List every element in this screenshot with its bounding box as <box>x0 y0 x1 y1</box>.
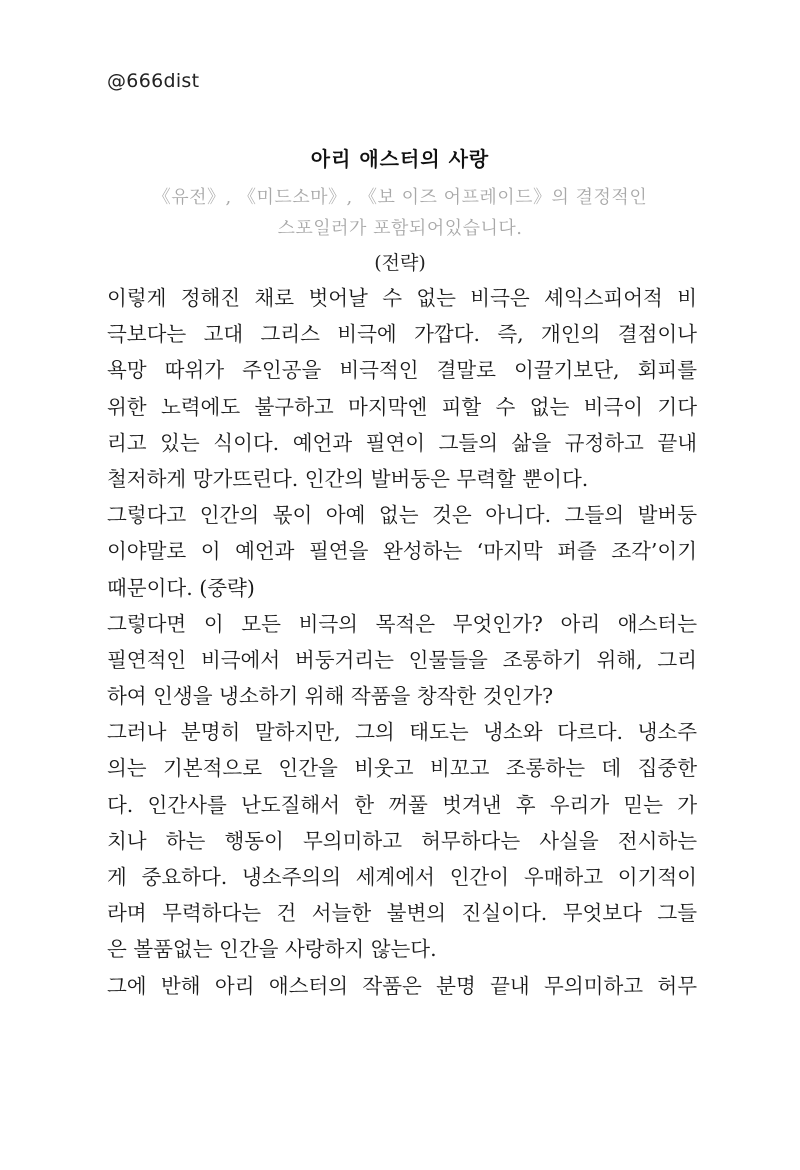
body-line: 그에 반해 아리 애스터의 작품은 분명 끝내 무의미하고 허무 <box>107 973 697 998</box>
author-handle: @666dist <box>107 70 200 92</box>
body-line: 때문이다. (중략) <box>107 575 255 600</box>
spoiler-notice-line-1: 《유전》, 《미드소마》, 《보 이즈 어프레이드》의 결정적인 <box>152 187 648 208</box>
body-line: 이렇게 정해진 채로 벗어날 수 없는 비극은 셰익스피어적 비 <box>107 286 697 310</box>
article-title: 아리 애스터의 사랑 <box>310 147 490 171</box>
body-line: 라며 무력하다는 건 서늘한 불변의 진실이다. 무엇보다 그들 <box>107 901 697 926</box>
body-line: 게 중요하다. 냉소주의의 세계에서 인간이 우매하고 이기적이 <box>107 865 697 889</box>
body-line: 리고 있는 식이다. 예언과 필연이 그들의 삶을 규정하고 끝내 <box>107 430 697 455</box>
spoiler-notice-line-2: 스포일러가 포함되어있습니다. <box>277 218 523 239</box>
body-line: 필연적인 비극에서 버둥거리는 인물들을 조롱하기 위해, 그리 <box>107 647 697 672</box>
omitted-before-marker: (전략) <box>374 252 426 274</box>
body-line: 철저하게 망가뜨린다. 인간의 발버둥은 무력할 뿐이다. <box>107 466 589 491</box>
body-line: 욕망 따위가 주인공을 비극적인 결말로 이끌기보단, 회피를 <box>107 358 697 383</box>
body-line: 그렇다고 인간의 몫이 아예 없는 것은 아니다. 그들의 발버둥 <box>107 503 697 528</box>
body-line: 극보다는 고대 그리스 비극에 가깝다. 즉, 개인의 결점이나 <box>107 322 697 347</box>
body-line: 의는 기본적으로 인간을 비웃고 비꼬고 조롱하는 데 집중한 <box>107 756 697 781</box>
body-line: 다. 인간사를 난도질해서 한 꺼풀 벗겨낸 후 우리가 믿는 가 <box>107 792 697 817</box>
body-line: 하여 인생을 냉소하기 위해 작품을 창작한 것인가? <box>107 684 554 709</box>
body-line: 그렇다면 이 모든 비극의 목적은 무엇인가? 아리 애스터는 <box>107 611 697 636</box>
body-line: 치나 하는 행동이 무의미하고 허무하다는 사실을 전시하는 <box>107 828 697 853</box>
body-line: 그러나 분명히 말하지만, 그의 태도는 냉소와 다르다. 냉소주 <box>107 720 697 745</box>
body-line: 은 볼품없는 인간을 사랑하지 않는다. <box>107 937 437 962</box>
body-line: 위한 노력에도 불구하고 마지막엔 피할 수 없는 비극이 기다 <box>107 394 697 419</box>
body-line: 이야말로 이 예언과 필연을 완성하는 ‘마지막 퍼즐 조각’이기 <box>107 539 697 564</box>
article-body <box>107 280 697 1004</box>
